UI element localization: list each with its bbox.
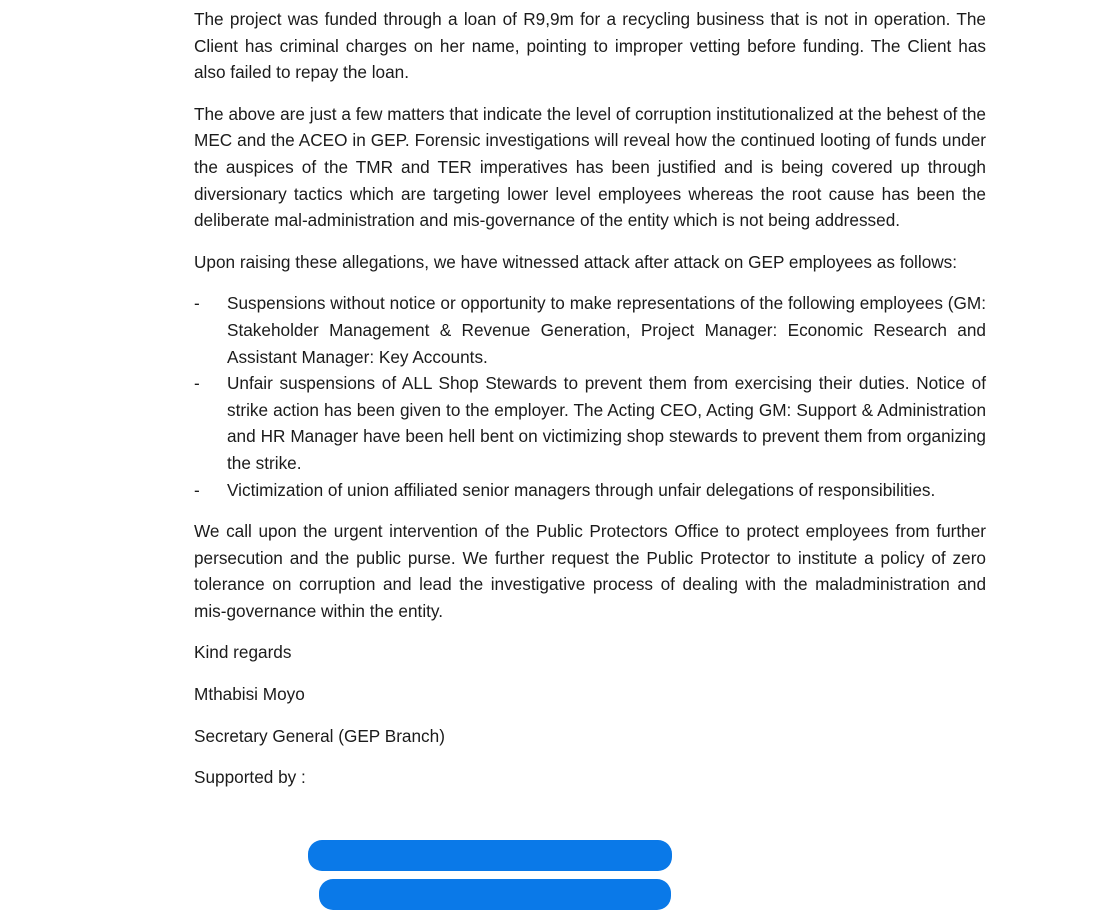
list-item bbox=[194, 370, 986, 476]
list-item-text: Suspensions without notice or opportunity to make representations of the following employees (GM: Stakeholder Management & Revenue Generation, Project Manager: Economic Research and Assistant Manager: Key Accounts. bbox=[227, 293, 986, 367]
list-item-text: Victimization of union affiliated senior managers through unfair delegations of responsibilities. bbox=[227, 479, 936, 500]
supported-by-label: Supported by : bbox=[194, 767, 306, 788]
paragraph-corruption-matters: The above are just a few matters that indicate the level of corruption institutionalized at the behest of the MEC and the ACEO in GEP. Forensic investigations will reveal how the continued looting of funds under the auspices of the TMR and TER imperatives has been justified and is being covered up through diversionary tactics which are targeting lower level employees whereas the root cause has been the deliberate mal-administration and mis-governance of the entity which is not being addressed. bbox=[194, 103, 986, 231]
bullet-dash: - bbox=[194, 479, 200, 500]
signatory-name: Mthabisi Moyo bbox=[194, 684, 305, 705]
paragraph-loan-funding: The project was funded through a loan of R9,9m for a recycling business that is not in operation. The Client has criminal charges on her name, pointing to improper vetting before funding. The Client has also failed to repay the loan. bbox=[194, 9, 986, 83]
sign-off: Kind regards bbox=[194, 642, 292, 663]
letter-body bbox=[194, 6, 986, 791]
list-item bbox=[194, 290, 986, 370]
paragraph-call-for-intervention: We call upon the urgent intervention of the Public Protectors Office to protect employees from further persecution and the public purse. We further request the Public Protector to institute a policy of zero tolerance on corruption and lead the investigative process of dealing with the maladministration and mis-governance within the entity. bbox=[194, 521, 986, 621]
redaction-mark-2 bbox=[319, 879, 671, 910]
paragraph-attacks-intro: Upon raising these allegations, we have witnessed attack after attack on GEP employees as follows: bbox=[194, 251, 958, 272]
attacks-list bbox=[194, 290, 986, 503]
bullet-dash: - bbox=[194, 373, 200, 394]
redaction-mark-1 bbox=[308, 840, 672, 871]
list-item bbox=[194, 477, 986, 504]
list-item-text: Unfair suspensions of ALL Shop Stewards to prevent them from exercising their duties. Notice of strike action has been given to the employer. The Acting CEO, Acting GM: Support & Administration and HR Manager have been hell bent on victimizing shop stewards to prevent them from organizing the strike. bbox=[227, 373, 986, 473]
signatory-title: Secretary General (GEP Branch) bbox=[194, 725, 445, 746]
bullet-dash: - bbox=[194, 293, 200, 314]
